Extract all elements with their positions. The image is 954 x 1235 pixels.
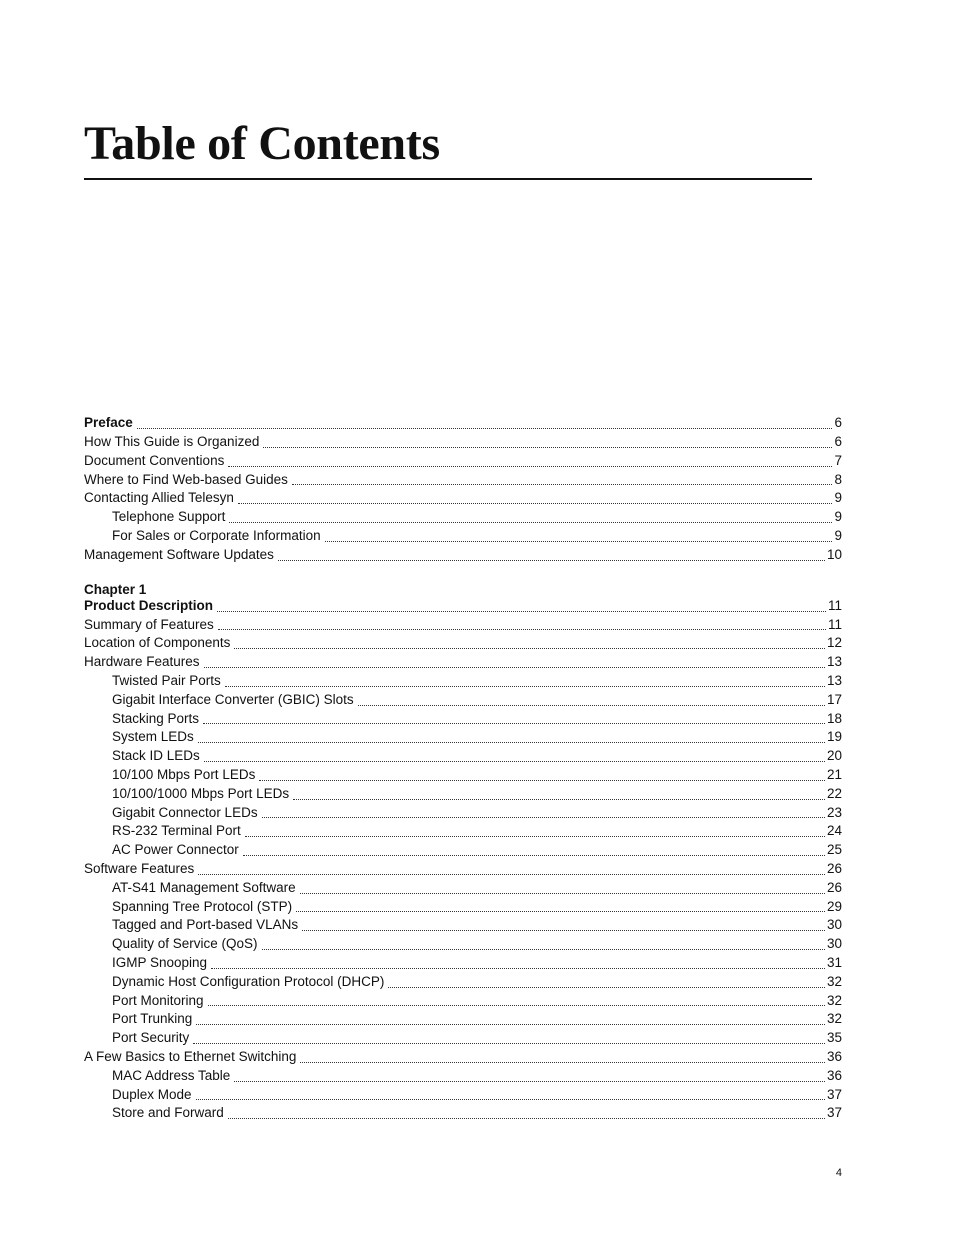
toc-entry-label: AC Power Connector	[84, 841, 239, 860]
toc-entry[interactable]	[84, 785, 842, 804]
dot-leader	[292, 483, 833, 485]
toc-entry-page: 30	[827, 935, 842, 954]
toc-entry-label: AT-S41 Management Software	[84, 879, 296, 898]
toc-entry-page: 36	[827, 1067, 842, 1086]
toc-entry[interactable]	[84, 879, 842, 898]
toc-entry-page: 13	[827, 653, 842, 672]
dot-leader	[234, 647, 825, 649]
dot-leader	[302, 929, 825, 931]
dot-leader	[243, 854, 825, 856]
dot-leader	[300, 1061, 825, 1063]
toc-entry-label: Management Software Updates	[84, 546, 274, 565]
toc-entry-label: Port Monitoring	[84, 992, 204, 1011]
toc-entry[interactable]	[84, 954, 842, 973]
toc-entry-page: 35	[827, 1029, 842, 1048]
toc-entry-page: 36	[827, 1048, 842, 1067]
toc-entry[interactable]	[84, 634, 842, 653]
dot-leader	[208, 1004, 825, 1006]
toc-entry[interactable]	[84, 691, 842, 710]
toc-entry[interactable]	[84, 860, 842, 879]
toc-entry[interactable]	[84, 747, 842, 766]
dot-leader	[193, 1042, 825, 1044]
toc-entry-label: Port Security	[84, 1029, 189, 1048]
toc-entry[interactable]	[84, 916, 842, 935]
toc-entry-label: A Few Basics to Ethernet Switching	[84, 1048, 296, 1067]
dot-leader	[293, 798, 825, 800]
toc-entry[interactable]	[84, 546, 842, 565]
dot-leader	[211, 967, 825, 969]
toc-entry-label: Quality of Service (QoS)	[84, 935, 258, 954]
toc-entry[interactable]	[84, 1048, 842, 1067]
toc-entry-label: How This Guide is Organized	[84, 433, 259, 452]
toc-entry-label: Document Conventions	[84, 452, 224, 471]
toc-entry[interactable]	[84, 935, 842, 954]
toc-entry-label: Preface	[84, 414, 133, 433]
toc-entry-page: 31	[827, 954, 842, 973]
toc-entry-page: 7	[834, 452, 842, 471]
toc-entry-page: 17	[827, 691, 842, 710]
toc-entry-page: 26	[827, 860, 842, 879]
toc-entry-label: Gigabit Interface Converter (GBIC) Slots	[84, 691, 354, 710]
toc-entry-page: 13	[827, 672, 842, 691]
dot-leader	[196, 1023, 825, 1025]
dot-leader	[358, 704, 825, 706]
toc-entry-label: For Sales or Corporate Information	[84, 527, 321, 546]
toc-entry-label: Stack ID LEDs	[84, 747, 200, 766]
toc-entry-label: Port Trunking	[84, 1010, 192, 1029]
dot-leader	[198, 741, 825, 743]
toc-entry-label: Dynamic Host Configuration Protocol (DHCP)	[84, 973, 384, 992]
toc-section-heading[interactable]	[84, 416, 842, 433]
dot-leader	[234, 1080, 825, 1082]
dot-leader	[228, 465, 832, 467]
title-rule	[84, 178, 812, 180]
dot-leader	[218, 628, 826, 630]
toc-entry[interactable]	[84, 471, 842, 490]
toc-entry-label: 10/100/1000 Mbps Port LEDs	[84, 785, 289, 804]
toc-entry[interactable]	[84, 527, 842, 546]
toc-entry-page: 32	[827, 992, 842, 1011]
toc-entry[interactable]	[84, 710, 842, 729]
toc-entry-label: Hardware Features	[84, 653, 200, 672]
toc-entry[interactable]	[84, 1067, 842, 1086]
dot-leader	[196, 1098, 825, 1100]
toc-entry[interactable]	[84, 452, 842, 471]
toc-entry-page: 9	[834, 489, 842, 508]
toc-entry-page: 24	[827, 822, 842, 841]
toc-entry[interactable]	[84, 728, 842, 747]
toc-entry-label: Product Description	[84, 597, 213, 616]
toc-entry[interactable]	[84, 1010, 842, 1029]
dot-leader	[228, 1117, 825, 1119]
chapter-heading: Chapter 1	[84, 581, 147, 597]
toc-entry[interactable]	[84, 508, 842, 527]
toc-entry-page: 18	[827, 710, 842, 729]
page-title: Table of Contents	[84, 117, 440, 170]
dot-leader	[259, 779, 825, 781]
toc-entry-page: 19	[827, 728, 842, 747]
toc-entry[interactable]	[84, 766, 842, 785]
dot-leader	[245, 835, 825, 837]
toc-entry-label: Summary of Features	[84, 616, 214, 635]
toc-entry-label: MAC Address Table	[84, 1067, 230, 1086]
toc-entry[interactable]	[84, 616, 842, 635]
toc-entry[interactable]	[84, 822, 842, 841]
toc-entry-page: 9	[834, 508, 842, 527]
dot-leader	[263, 446, 832, 448]
toc-entry-page: 6	[834, 433, 842, 452]
toc-entry-page: 23	[827, 804, 842, 823]
toc-entry-label: Tagged and Port-based VLANs	[84, 916, 298, 935]
toc-entry-label: Telephone Support	[84, 508, 225, 527]
toc-entry[interactable]	[84, 1029, 842, 1048]
dot-leader	[262, 948, 825, 950]
dot-leader	[262, 816, 825, 818]
dot-leader	[388, 986, 825, 988]
toc-entry[interactable]	[84, 1086, 842, 1105]
toc-entry-label: Gigabit Connector LEDs	[84, 804, 258, 823]
dot-leader	[137, 427, 833, 429]
dot-leader	[229, 521, 832, 523]
toc-entry-label: Contacting Allied Telesyn	[84, 489, 234, 508]
toc-entry-page: 30	[827, 916, 842, 935]
toc-entry-page: 11	[828, 616, 842, 635]
toc-entry-label: Spanning Tree Protocol (STP)	[84, 898, 292, 917]
toc-entry-page: 26	[827, 879, 842, 898]
dot-leader	[204, 760, 825, 762]
toc-entry-page: 37	[827, 1104, 842, 1123]
toc-entry-page: 10	[827, 546, 842, 565]
toc-entry[interactable]	[84, 672, 842, 691]
dot-leader	[204, 666, 825, 668]
toc-entry-label: Store and Forward	[84, 1104, 224, 1123]
toc-entry[interactable]	[84, 973, 842, 992]
toc-entry-label: Duplex Mode	[84, 1086, 192, 1105]
toc-entry-page: 37	[827, 1086, 842, 1105]
toc-entry[interactable]	[84, 1104, 842, 1123]
toc-entry-page: 20	[827, 747, 842, 766]
toc-entry-label: Software Features	[84, 860, 194, 879]
toc-entry-page: 12	[827, 634, 842, 653]
dot-leader	[225, 685, 825, 687]
table-of-contents	[84, 416, 842, 1123]
toc-entry-page: 9	[834, 527, 842, 546]
toc-entry[interactable]	[84, 653, 842, 672]
dot-leader	[300, 892, 825, 894]
toc-entry-page: 25	[827, 841, 842, 860]
dot-leader	[217, 610, 826, 612]
dot-leader	[203, 722, 825, 724]
toc-entry-page: 8	[834, 471, 842, 490]
page-number: 4	[835, 1167, 842, 1179]
toc-entry-page: 6	[834, 414, 842, 433]
toc-entry-label: Twisted Pair Ports	[84, 672, 221, 691]
toc-entry-label: Stacking Ports	[84, 710, 199, 729]
toc-entry-page: 32	[827, 1010, 842, 1029]
dot-leader	[278, 559, 825, 561]
dot-leader	[325, 540, 833, 542]
toc-section-heading[interactable]	[84, 599, 842, 616]
toc-entry[interactable]	[84, 992, 842, 1011]
toc-entry[interactable]	[84, 804, 842, 823]
toc-entry-label: RS-232 Terminal Port	[84, 822, 241, 841]
toc-entry-label: IGMP Snooping	[84, 954, 207, 973]
toc-entry-page: 32	[827, 973, 842, 992]
toc-entry-label: Location of Components	[84, 634, 230, 653]
toc-entry[interactable]	[84, 841, 842, 860]
toc-entry-label: 10/100 Mbps Port LEDs	[84, 766, 255, 785]
toc-entry[interactable]	[84, 433, 842, 452]
toc-entry[interactable]	[84, 898, 842, 917]
toc-entry-page: 22	[827, 785, 842, 804]
toc-entry-page: 11	[828, 597, 842, 616]
toc-entry[interactable]	[84, 489, 842, 508]
toc-entry-page: 21	[827, 766, 842, 785]
dot-leader	[238, 502, 833, 504]
toc-entry-label: Where to Find Web-based Guides	[84, 471, 288, 490]
toc-entry-page: 29	[827, 898, 842, 917]
toc-entry-label: System LEDs	[84, 728, 194, 747]
dot-leader	[296, 910, 825, 912]
dot-leader	[198, 873, 825, 875]
